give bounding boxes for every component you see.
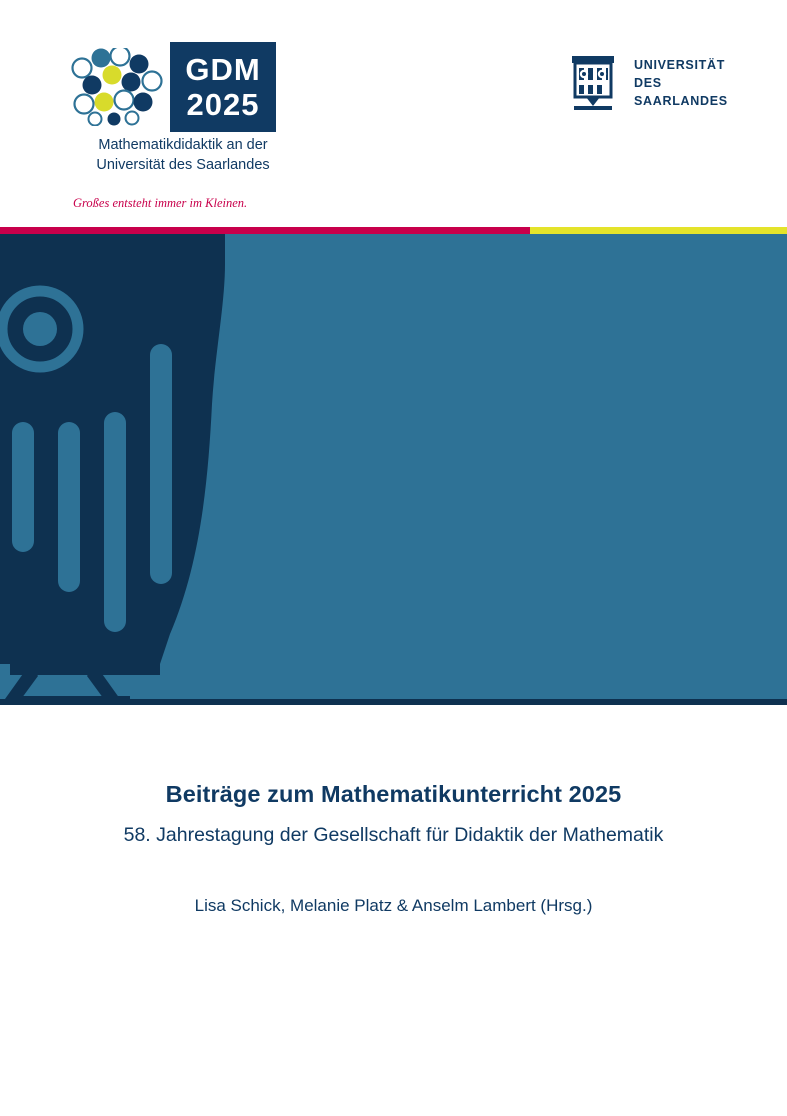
university-line2: DES bbox=[634, 76, 662, 91]
gdm-wordmark-year: 2025 bbox=[186, 87, 260, 122]
banner-bottom-rule bbox=[0, 699, 787, 705]
title-block bbox=[0, 780, 787, 916]
editors-line: Lisa Schick, Melanie Platz & Anselm Lambert (Hrsg.) bbox=[194, 895, 593, 915]
owl-icon bbox=[566, 52, 620, 112]
university-logo bbox=[566, 52, 736, 114]
gdm-subtitle bbox=[68, 136, 298, 175]
page-subtitle: 58. Jahrestagung der Gesellschaft für Didaktik der Mathematik bbox=[123, 824, 664, 847]
gdm-subtitle-line1: Mathematikdidaktik an der bbox=[98, 137, 268, 153]
university-line3: SAARLANDES bbox=[634, 94, 728, 109]
university-line1: UNIVERSITÄT bbox=[634, 58, 726, 72]
gdm-wordmark bbox=[170, 42, 276, 132]
owl-illustration-banner bbox=[0, 234, 787, 699]
gdm-subtitle-line2: Universität des Saarlandes bbox=[96, 156, 270, 173]
university-wordmark bbox=[634, 56, 728, 110]
page-header bbox=[0, 0, 787, 227]
gdm-dots-icon bbox=[68, 48, 168, 126]
owl-graphic-icon bbox=[0, 234, 787, 699]
header-rule-right bbox=[530, 227, 787, 234]
gdm-slogan: Großes entsteht immer im Kleinen. bbox=[73, 196, 248, 210]
gdm-logo bbox=[68, 42, 276, 132]
header-rule-left bbox=[0, 227, 530, 234]
gdm-wordmark-name: GDM bbox=[185, 52, 261, 87]
page-title: Beiträge zum Mathematikunterricht 2025 bbox=[165, 781, 622, 807]
